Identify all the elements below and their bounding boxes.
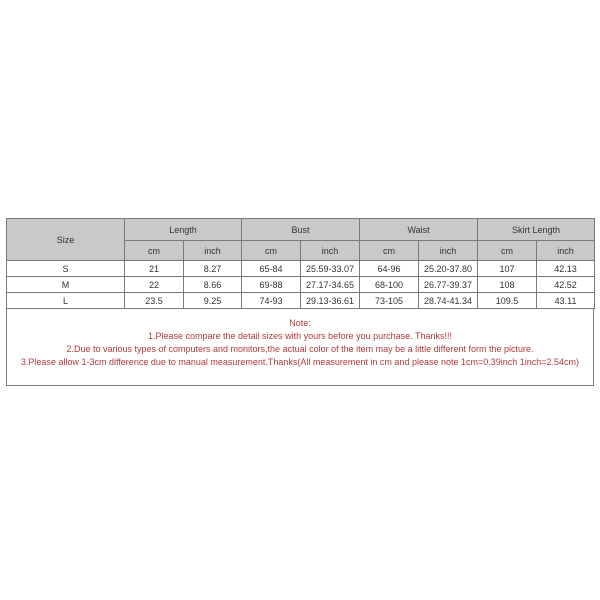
table-cell: 108 <box>478 277 537 293</box>
size-cell: S <box>7 261 125 277</box>
table-cell: 29.13-36.61 <box>301 293 360 309</box>
table-cell: 8.27 <box>184 261 242 277</box>
table-row <box>7 293 595 309</box>
table-cell: 21 <box>125 261 184 277</box>
table-cell: 109.5 <box>478 293 537 309</box>
table-cell: 73-105 <box>360 293 419 309</box>
table-cell: 25.20-37.80 <box>419 261 478 277</box>
note-line-2: 2.Due to various types of computers and monitors,the actual color of the item may be a little different form the picture. <box>66 344 534 354</box>
table-cell: 43.11 <box>537 293 595 309</box>
note-box <box>6 309 594 386</box>
size-table <box>6 218 595 309</box>
table-cell: 23.5 <box>125 293 184 309</box>
table-cell: 65-84 <box>242 261 301 277</box>
group-header-bust: Bust <box>242 219 360 241</box>
table-row <box>7 261 595 277</box>
unit-header: inch <box>419 241 478 261</box>
size-chart <box>6 218 594 386</box>
header-row-groups <box>7 219 595 241</box>
unit-header: inch <box>537 241 595 261</box>
table-cell: 26.77-39.37 <box>419 277 478 293</box>
table-cell: 64-96 <box>360 261 419 277</box>
note-line-1: 1.Please compare the detail sizes with yours before you purchase. Thanks!!! <box>148 331 452 341</box>
table-cell: 42.13 <box>537 261 595 277</box>
unit-header: cm <box>242 241 301 261</box>
table-cell: 8.66 <box>184 277 242 293</box>
table-cell: 25.59-33.07 <box>301 261 360 277</box>
table-cell: 107 <box>478 261 537 277</box>
table-cell: 74-93 <box>242 293 301 309</box>
table-cell: 27.17-34.65 <box>301 277 360 293</box>
group-header-waist: Waist <box>360 219 478 241</box>
table-cell: 28.74-41.34 <box>419 293 478 309</box>
size-column-header: Size <box>7 219 125 261</box>
size-cell: L <box>7 293 125 309</box>
unit-header: cm <box>125 241 184 261</box>
note-title: Note: <box>289 318 311 328</box>
group-header-length: Length <box>125 219 242 241</box>
unit-header: inch <box>301 241 360 261</box>
table-row <box>7 277 595 293</box>
table-cell: 42.52 <box>537 277 595 293</box>
unit-header: cm <box>478 241 537 261</box>
table-cell: 69-88 <box>242 277 301 293</box>
note-line-3: 3.Please allow 1-3cm difference due to manual measurement.Thanks(All measurement in cm and please note 1cm=0.39inch 1inch=2.54cm) <box>20 357 580 367</box>
table-cell: 22 <box>125 277 184 293</box>
unit-header: cm <box>360 241 419 261</box>
size-cell: M <box>7 277 125 293</box>
table-cell: 9.25 <box>184 293 242 309</box>
table-cell: 68-100 <box>360 277 419 293</box>
group-header-skirt-length: Skirt Length <box>478 219 595 241</box>
unit-header: inch <box>184 241 242 261</box>
